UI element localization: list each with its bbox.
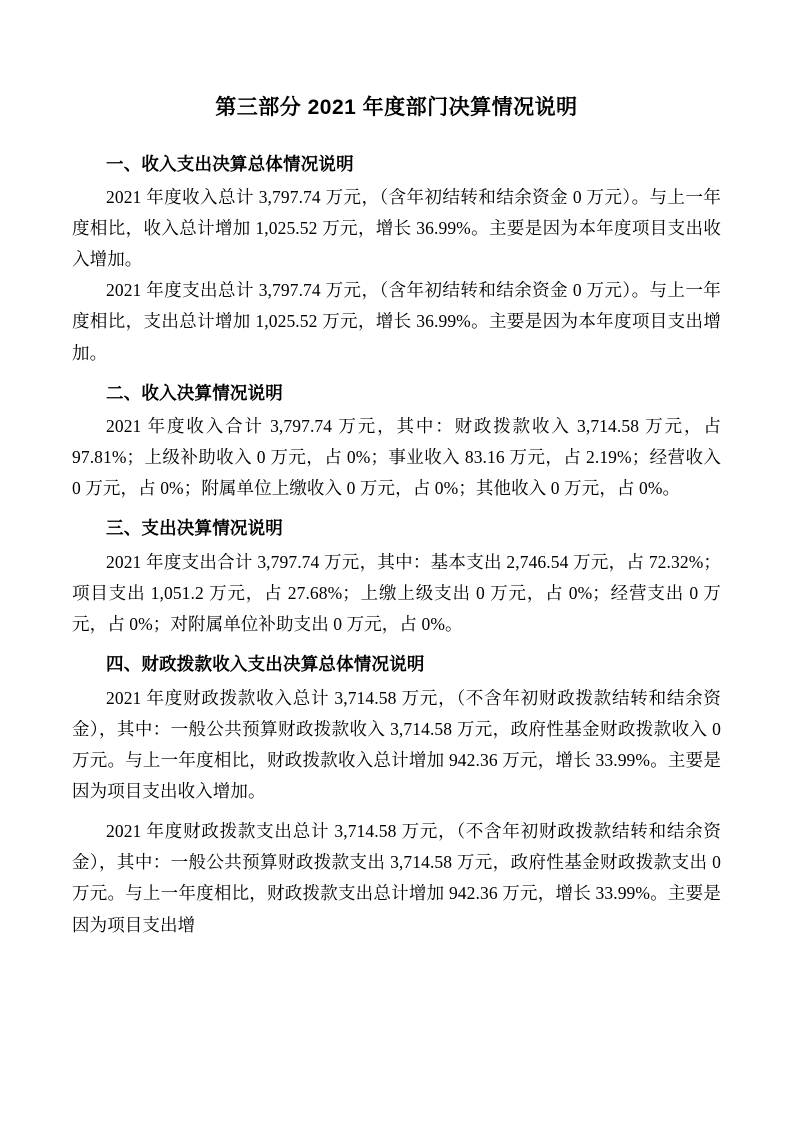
page-title: 第三部分 2021 年度部门决算情况说明 xyxy=(215,96,578,119)
paragraph-3-1: 2021 年度支出合计 3,797.74 万元，其中：基本支出 2,746.54 万元，占 72.32%；项目支出 1,051.2 万元，占 27.68%；上缴上级支出 0 万元，占 0%；经营支出 0 万元，占 0%；对附属单位补助支出 0 万元，占 0%。 xyxy=(72,551,721,635)
paragraph-2-1: 2021 年度收入合计 3,797.74 万元，其中：财政拨款收入 3,714.58 万元，占 97.81%；上级补助收入 0 万元，占 0%；事业收入 83.16 万元，占 2.19%；经营收入 0 万元，占 0%；附属单位上缴收入 0 万元，占 0%；其他收入 0 万元，占 0%。 xyxy=(72,416,721,499)
section-heading-4: 四、财政拨款收入支出决算总体情况说明 xyxy=(106,654,425,675)
paragraph-1-2: 2021 年度支出总计 3,797.74 万元，（含年初结转和结余资金 0 万元）。与上一年度相比，支出总计增加 1,025.52 万元，增长 36.99%。主要是因为本年度项目支出增加。 xyxy=(72,280,721,363)
paragraph-1-1: 2021 年度收入总计 3,797.74 万元，（含年初结转和结余资金 0 万元）。与上一年度相比，收入总计增加 1,025.52 万元，增长 36.99%。主要是因为本年度项目支出收入增加。 xyxy=(72,186,721,270)
paragraph-4-1: 2021 年度财政拨款收入总计 3,714.58 万元，（不含年初财政拨款结转和结余资金），其中：一般公共预算财政拨款收入 3,714.58 万元，政府性基金财政拨款收入 0 万元。与上一年度相比，财政拨款收入总计增加 942.36 万元，增长 33.99%。主要是因为项目支出收入增加。 xyxy=(72,687,721,801)
section-heading-1: 一、收入支出决算总体情况说明 xyxy=(106,153,354,174)
section-heading-2: 二、收入决算情况说明 xyxy=(106,382,283,403)
section-heading-3: 三、支出决算情况说明 xyxy=(106,518,283,539)
paragraph-4-2: 2021 年度财政拨款支出总计 3,714.58 万元，（不含年初财政拨款结转和结余资金），其中：一般公共预算财政拨款支出 3,714.58 万元，政府性基金财政拨款支出 0 万元。与上一年度相比，财政拨款支出总计增加 942.36 万元，增长 33.99%。主要是因为项目支出增 xyxy=(72,821,721,935)
